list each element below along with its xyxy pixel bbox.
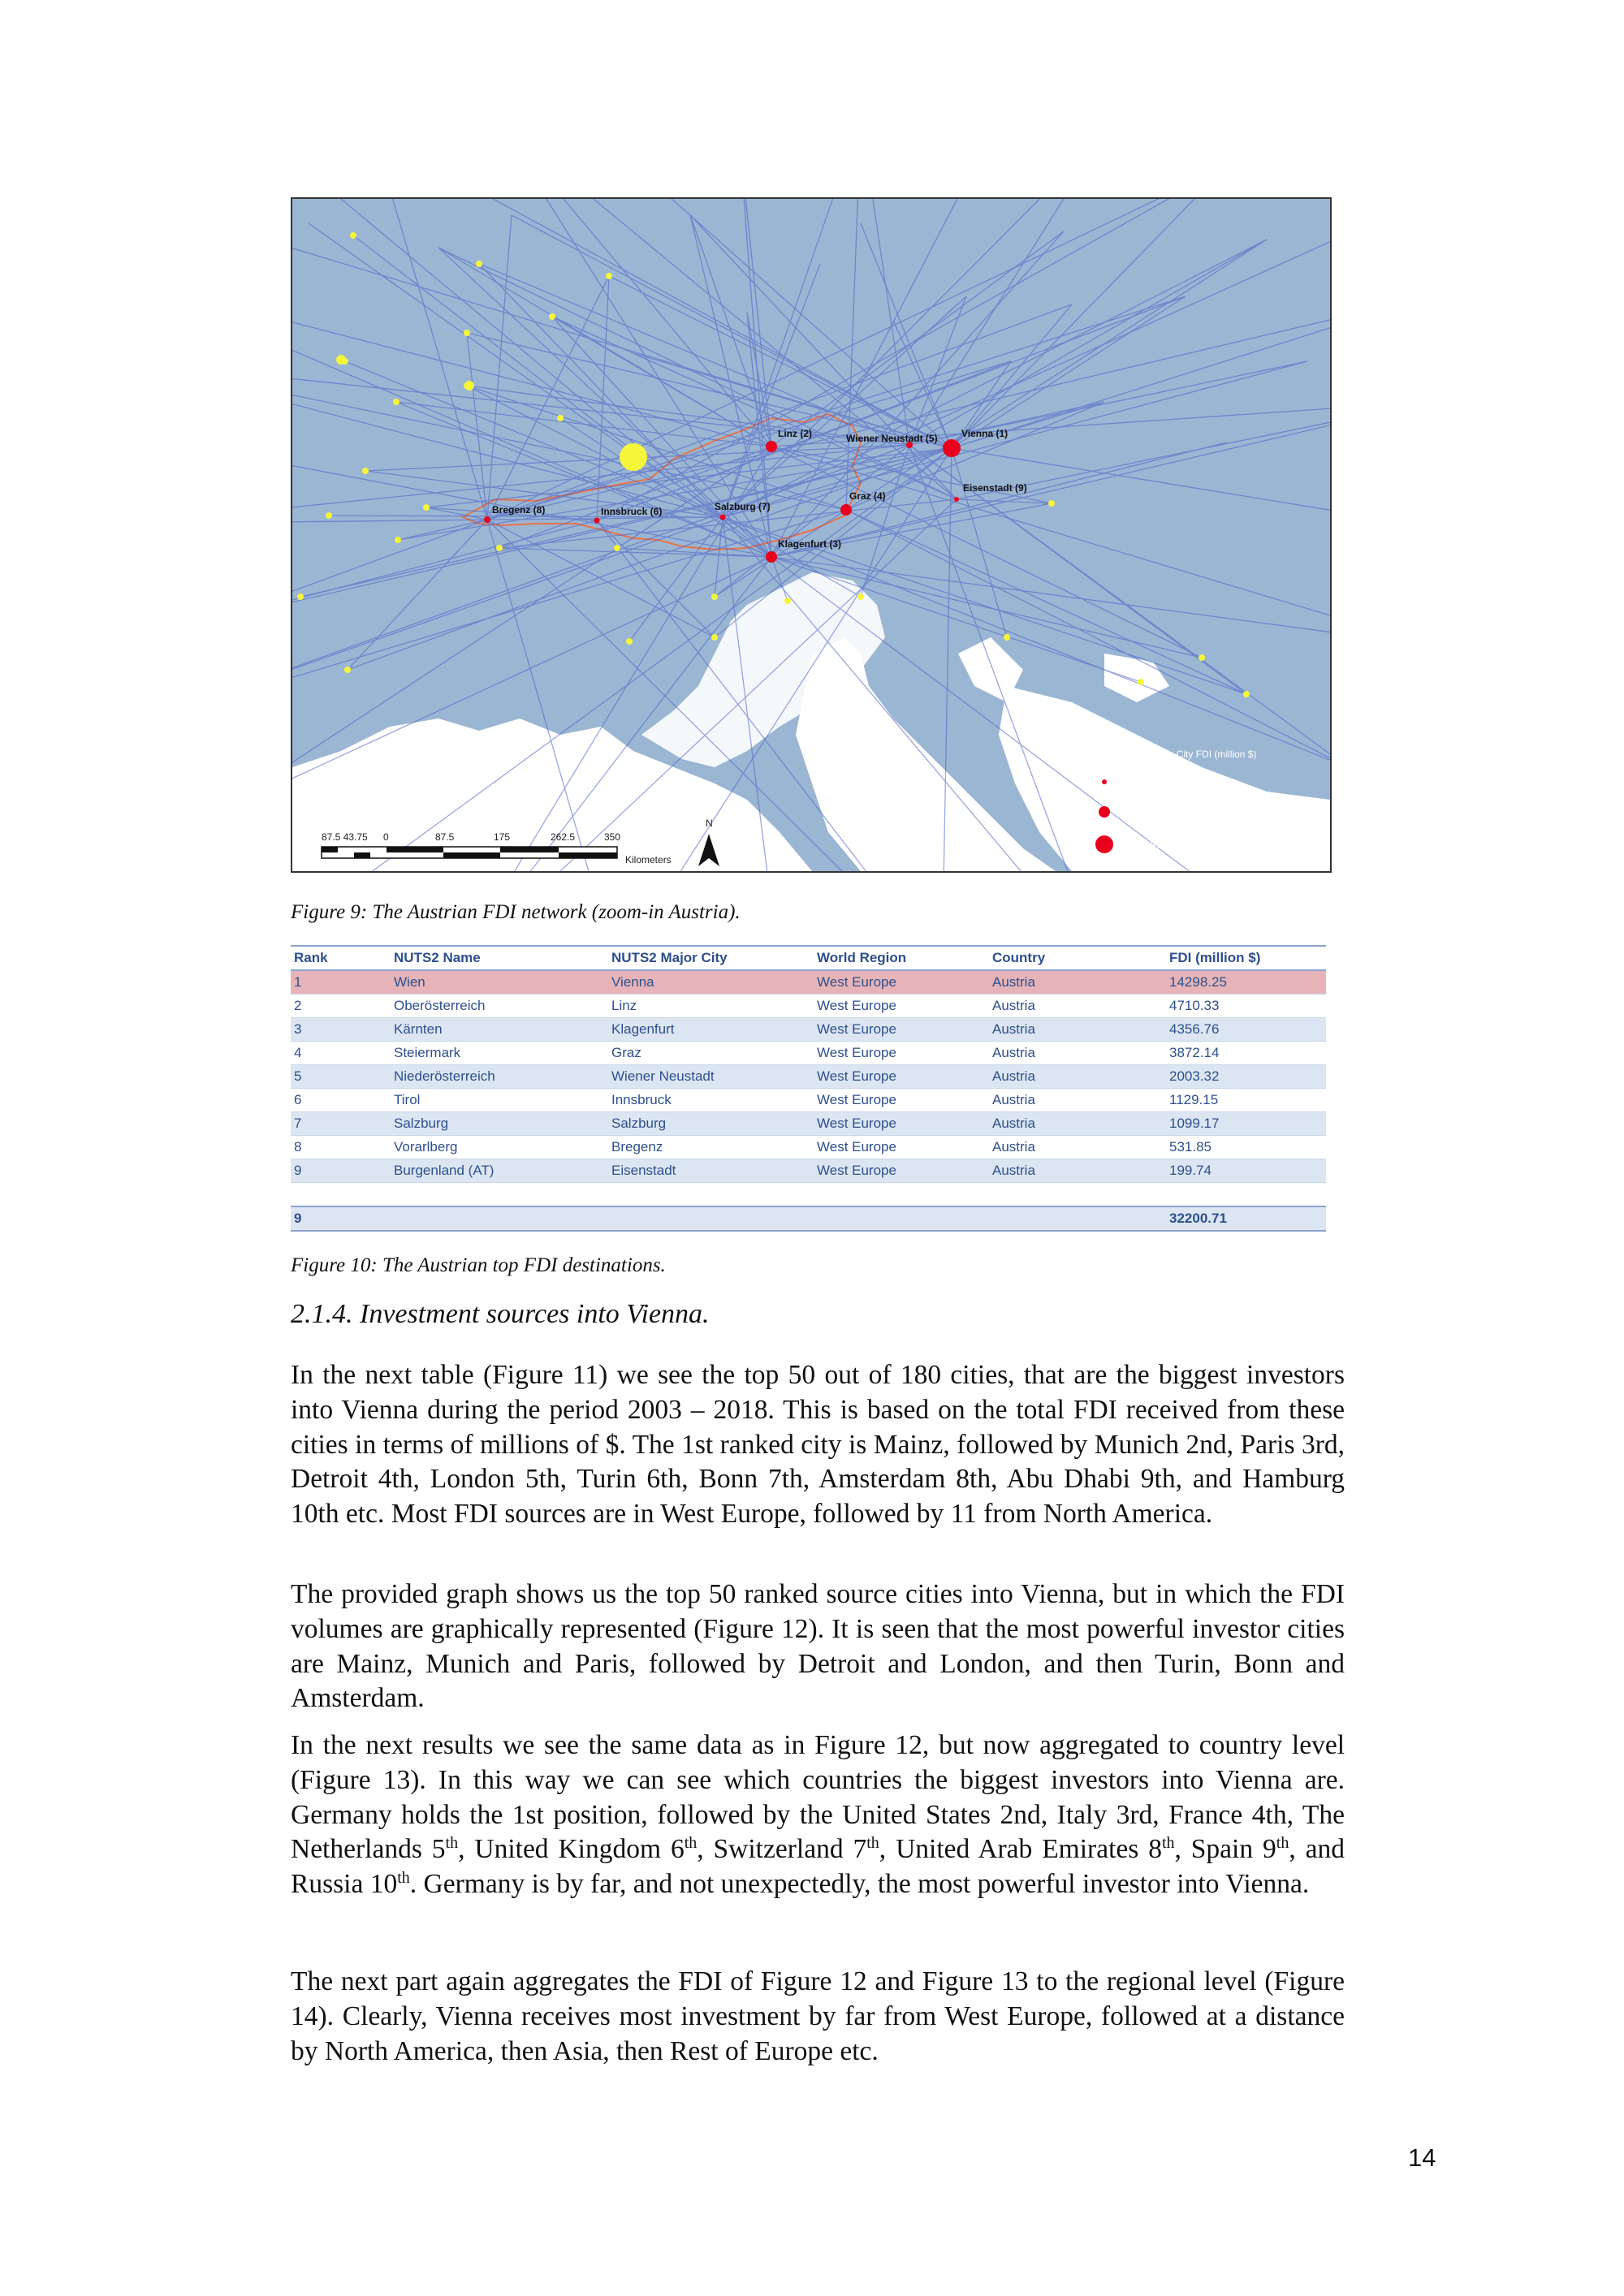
- table-cell: Linz: [608, 995, 814, 1018]
- scale-tick-1: 87.5 43.75: [322, 831, 368, 843]
- table-cell: 3872.14: [1166, 1042, 1326, 1065]
- table-row: [291, 1136, 1326, 1159]
- table-cell: West Europe: [814, 1018, 989, 1042]
- table-cell: Austria: [989, 1089, 1166, 1112]
- destination-point-innsbruck: [594, 518, 600, 524]
- table-cell: Innsbruck: [608, 1089, 814, 1112]
- table-cell: Austria: [989, 995, 1166, 1018]
- table-cell: 1: [291, 970, 391, 995]
- destination-point-graz: [840, 504, 852, 516]
- table-cell: Eisenstadt: [608, 1159, 814, 1183]
- table-cell: Austria: [989, 1159, 1166, 1183]
- table-spacer-row: [291, 1183, 1326, 1207]
- table-cell: West Europe: [814, 1065, 989, 1089]
- section-heading: 2.1.4. Investment sources into Vienna.: [291, 1299, 710, 1329]
- scale-tick-4: 175: [494, 831, 511, 843]
- table-cell: 9: [291, 1159, 391, 1183]
- table-row: [291, 1065, 1326, 1089]
- scale-tick-2: 0: [383, 831, 389, 843]
- table-cell: West Europe: [814, 1136, 989, 1159]
- scale-tick-3: 87.5: [435, 831, 455, 843]
- destination-point-linz: [766, 441, 777, 452]
- table-cell: 2003.32: [1166, 1065, 1326, 1089]
- table-cell: 1099.17: [1166, 1112, 1326, 1136]
- scale-tick-6: 350: [604, 831, 621, 843]
- legend-item-1: ≤3484: [1129, 776, 1156, 788]
- table-cell: Klagenfurt: [608, 1018, 814, 1042]
- table-cell: 2: [291, 995, 391, 1018]
- header-world-region: World Region: [814, 946, 989, 970]
- scale-tick-5: 262.5: [551, 831, 576, 843]
- table-row: [291, 1112, 1326, 1136]
- table-row: [291, 1159, 1326, 1183]
- table-cell: West Europe: [814, 970, 989, 995]
- table-cell: 4356.76: [1166, 1018, 1326, 1042]
- city-label-eisenstadt: Eisenstadt (9): [963, 482, 1027, 494]
- table-cell: 199.74: [1166, 1159, 1326, 1183]
- table-cell: 6: [291, 1089, 391, 1112]
- table-total-row: [291, 1206, 1326, 1231]
- table-cell: 531.85: [1166, 1136, 1326, 1159]
- table-cell: Steiermark: [391, 1042, 608, 1065]
- table-cell: Vienna: [608, 970, 814, 995]
- paragraph-3: In the next results we see the same data as in Figure 12, but now aggregated to country level (Figure 13). In this way we can see which countries the biggest investors into Vienna are. Germany holds the 1st position, followed by the United States 2nd, Italy 3rd, France 4th, The Netherlands 5th, United Kingdom 6th, Switzerland 7th, United Arab Emirates 8th, Spain 9th, and Russia 10th. Germany is by far, and not unexpectedly, the most powerful investor into Vienna.: [291, 1730, 1345, 1900]
- page-number: 14: [1408, 2143, 1436, 2172]
- table-cell: Wiener Neustadt: [608, 1065, 814, 1089]
- table-cell: West Europe: [814, 995, 989, 1018]
- table-cell: Austria: [989, 1136, 1166, 1159]
- table-cell: Niederösterreich: [391, 1065, 608, 1089]
- header-country: Country: [989, 946, 1166, 970]
- city-label-linz: Linz (2): [778, 428, 812, 439]
- city-label-graz: Graz (4): [849, 490, 886, 502]
- table-cell: Wien: [391, 970, 608, 995]
- city-label-salzburg: Salzburg (7): [715, 501, 771, 512]
- table-cell: Austria: [989, 1042, 1166, 1065]
- table-row: [291, 970, 1326, 995]
- table-cell: Graz: [608, 1042, 814, 1065]
- destination-point-klagenfurt: [766, 551, 777, 563]
- table-row: [291, 1042, 1326, 1065]
- table-cell: Kärnten: [391, 1018, 608, 1042]
- legend-item-2: ≤10230: [1129, 807, 1161, 818]
- table-cell: Austria: [989, 1018, 1166, 1042]
- total-fdi: 32200.71: [1166, 1206, 1326, 1231]
- table-cell: West Europe: [814, 1112, 989, 1136]
- table-cell: 7: [291, 1112, 391, 1136]
- total-rank: 9: [291, 1206, 391, 1231]
- svg-text:N: N: [706, 818, 713, 829]
- table-row: [291, 1089, 1326, 1112]
- legend-item-3: ≤15337: [1129, 839, 1161, 851]
- header-fdi: FDI (million $): [1166, 946, 1326, 970]
- paragraph-1: In the next table (Figure 11) we see the top 50 out of 180 cities, that are the biggest investors into Vienna during the period 2003 – 2018. This is based on the total FDI received from these cities in terms of millions of $. The 1st ranked city is Mainz, followed by Munich 2nd, Paris 3rd, Detroit 4th, London 5th, Turin 6th, Bonn 7th, Amsterdam 8th, Abu Dhabi 9th, and Hamburg 10th etc. Most FDI sources are in West Europe, followed by 11 from North America.: [291, 1360, 1345, 1530]
- table-header-row: [291, 946, 1326, 970]
- table-cell: Salzburg: [391, 1112, 608, 1136]
- scale-unit: Kilometers: [625, 854, 672, 865]
- city-label-bregenz: Bregenz (8): [492, 504, 546, 516]
- table-cell: 3: [291, 1018, 391, 1042]
- destination-point-eisenstadt: [954, 497, 959, 502]
- city-label-vienna: Vienna (1): [961, 428, 1009, 439]
- header-nuts2-name: NUTS2 Name: [391, 946, 608, 970]
- table-cell: Tirol: [391, 1089, 608, 1112]
- table-cell: West Europe: [814, 1089, 989, 1112]
- destination-point-salzburg: [720, 515, 726, 520]
- figure-10-caption: Figure 10: The Austrian top FDI destinations.: [291, 1254, 666, 1276]
- destination-point-bregenz: [484, 516, 490, 523]
- table-cell: 1129.15: [1166, 1089, 1326, 1112]
- paragraph-2: The provided graph shows us the top 50 ranked source cities into Vienna, but in which the FDI volumes are graphically represented (Figure 12). It is seen that the most powerful investor cities are Mainz, Munich and Paris, followed by Detroit and London, and then Turin, Bonn and Amsterdam.: [291, 1579, 1345, 1714]
- table-cell: West Europe: [814, 1042, 989, 1065]
- paragraph-4: The next part again aggregates the FDI of Figure 12 and Figure 13 to the regional level (Figure 14). Clearly, Vienna receives most investment by far from West Europe, followed at a distance by North America, then Asia, then Rest of Europe etc.: [291, 1966, 1345, 2066]
- header-major-city: NUTS2 Major City: [608, 946, 814, 970]
- table-cell: Salzburg: [608, 1112, 814, 1136]
- header-rank: Rank: [291, 946, 391, 970]
- city-label-innsbruck: Innsbruck (6): [601, 506, 663, 517]
- table-cell: Burgenland (AT): [391, 1159, 608, 1183]
- legend-title: Austrian Destination City FDI (million $): [1086, 749, 1257, 760]
- table-cell: Bregenz: [608, 1136, 814, 1159]
- city-label-klagenfurt: Klagenfurt (3): [778, 538, 841, 550]
- table-cell: 4: [291, 1042, 391, 1065]
- table-cell: West Europe: [814, 1159, 989, 1183]
- table-cell: 14298.25: [1166, 970, 1326, 995]
- table-row: [291, 1018, 1326, 1042]
- table-cell: Vorarlberg: [391, 1136, 608, 1159]
- table-cell: 8: [291, 1136, 391, 1159]
- figure-10-table: [291, 945, 1326, 1232]
- city-label-wiener-neustadt: Wiener Neustadt (5): [846, 433, 938, 444]
- table-row: [291, 995, 1326, 1018]
- table-cell: Austria: [989, 1065, 1166, 1089]
- fdi-network-map: [291, 197, 1332, 873]
- table-cell: 4710.33: [1166, 995, 1326, 1018]
- table-cell: Austria: [989, 970, 1166, 995]
- table-cell: 5: [291, 1065, 391, 1089]
- figure-9-caption: Figure 9: The Austrian FDI network (zoom-in Austria).: [291, 901, 741, 923]
- table-cell: Austria: [989, 1112, 1166, 1136]
- destination-point-vienna: [943, 439, 961, 457]
- table-cell: Oberösterreich: [391, 995, 608, 1018]
